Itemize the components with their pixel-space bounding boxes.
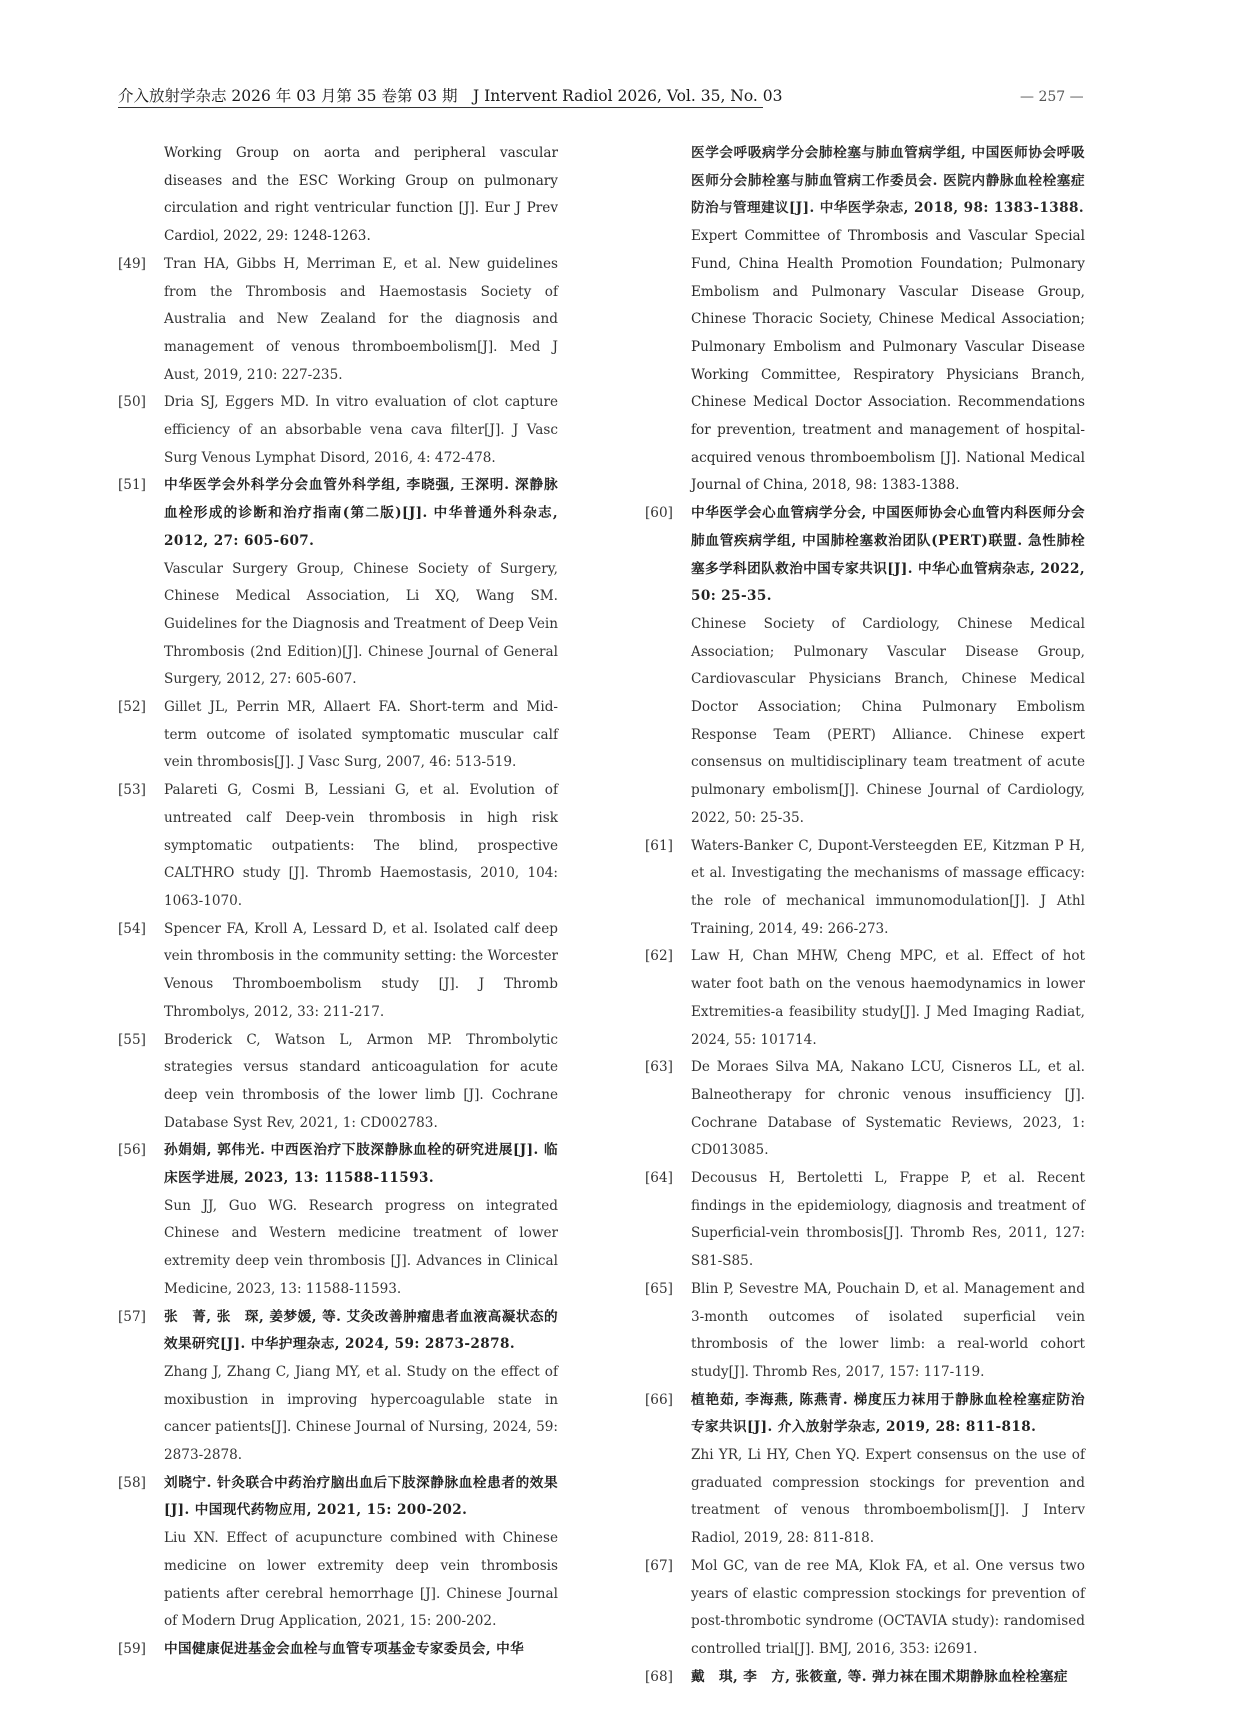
reference-57 bbox=[118, 1304, 558, 1470]
reference-number: [51] bbox=[118, 477, 146, 494]
reference-51 bbox=[118, 472, 558, 694]
reference-continuation: Working Group on aorta and peripheral vascular diseases and the ESC Working Group on pulmonary circulation and right ventricular function [J]. Eur J Prev Cardiol, 2022, 29: 1248-1263. bbox=[164, 145, 558, 245]
reference-number: [64] bbox=[645, 1170, 673, 1187]
left-column bbox=[118, 140, 558, 1657]
reference-number: [61] bbox=[645, 837, 673, 854]
reference-number: [66] bbox=[645, 1391, 673, 1408]
reference-text: De Moraes Silva MA, Nakano LCU, Cisneros LL, et al. Balneotherapy for chronic venous insufficiency [J]. Cochrane Database of Systematic Reviews, 2023, 1: CD013085. bbox=[691, 1059, 1085, 1159]
reference-text: Decousus H, Bertoletti L, Frappe P, et al. Recent findings in the epidemiology, diagnosis and treatment of Superficial-vein thrombosis[J]. Thromb Res, 2011, 127: S81-S85. bbox=[691, 1170, 1085, 1270]
reference-text: Tran HA, Gibbs H, Merriman E, et al. New guidelines from the Thrombosis and Haemostasis Society of Australia and New Zealand for the diagnosis and management of venous thromboembolism[J]. Med J Aust, 2019, 210: 227-235. bbox=[164, 255, 558, 383]
reference-61 bbox=[645, 833, 1085, 944]
reference-text: Law H, Chan MHW, Cheng MPC, et al. Effect of hot water foot bath on the venous haemodynamics in lower Extremities-a feasibility study[J]. J Med Imaging Radiat, 2024, 55: 101714. bbox=[691, 948, 1085, 1048]
reference-52 bbox=[118, 694, 558, 777]
reference-68 bbox=[645, 1664, 1085, 1692]
reference-text-chinese: 中华医学会外科学分会血管外科学组, 李晓强, 王深明. 深静脉血栓形成的诊断和治疗指南(第二版)[J]. 中华普通外科杂志, 2012, 27: 605-607. bbox=[164, 477, 558, 549]
reference-text-chinese: 刘晓宁. 针灸联合中药治疗脑出血后下肢深静脉血栓患者的效果[J]. 中国现代药物应用, 2021, 15: 200-202. bbox=[164, 1474, 558, 1519]
reference-number: [63] bbox=[645, 1059, 673, 1076]
reference-66 bbox=[645, 1387, 1085, 1553]
reference-text-english: Vascular Surgery Group, Chinese Society of Surgery, Chinese Medical Association, Li XQ, Wang SM. Guidelines for the Diagnosis and Treatment of Deep Vein Thrombosis (2nd Edition)[J]. Chinese Journal of General Surgery, 2012, 27: 605-607. bbox=[164, 560, 558, 688]
header-rule bbox=[118, 107, 763, 108]
reference-text: Waters-Banker C, Dupont-Versteegden EE, Kitzman P H, et al. Investigating the mechanisms of massage efficacy: the role of mechanical immunomodulation[J]. J Athl Training, 2014, 49: 266-273. bbox=[691, 837, 1085, 937]
reference-text: Broderick C, Watson L, Armon MP. Thrombolytic strategies versus standard anticoagulation for acute deep vein thrombosis of the lower limb [J]. Cochrane Database Syst Rev, 2021, 1: CD002783. bbox=[164, 1031, 558, 1131]
reference-number: [49] bbox=[118, 255, 146, 272]
reference-text-english: Zhi YR, Li HY, Chen YQ. Expert consensus on the use of graduated compression stockings for prevention and treatment of venous thromboembolism[J]. J Interv Radiol, 2019, 28: 811-818. bbox=[691, 1447, 1085, 1547]
reference-number: [65] bbox=[645, 1280, 673, 1297]
reference-54 bbox=[118, 916, 558, 1027]
reference-text: Palareti G, Cosmi B, Lessiani G, et al. Evolution of untreated calf Deep-vein thrombosis in high risk symptomatic outpatients: The blind, prospective CALTHRO study [J]. Thromb Haemostasis, 2010, 104: 1063-1070. bbox=[164, 782, 558, 909]
reference-62 bbox=[645, 943, 1085, 1054]
reference-56 bbox=[118, 1137, 558, 1303]
reference-number: [52] bbox=[118, 699, 146, 716]
reference-number: [68] bbox=[645, 1668, 673, 1685]
reference-number: [67] bbox=[645, 1557, 673, 1574]
reference-text-english: Liu XN. Effect of acupuncture combined with Chinese medicine on lower extremity deep vein thrombosis patients after cerebral hemorrhage [J]. Chinese Journal of Modern Drug Application, 2021, 15: 200-202. bbox=[164, 1530, 558, 1630]
reference-number: [54] bbox=[118, 920, 146, 937]
reference-continuation-english: Expert Committee of Thrombosis and Vascular Special Fund, China Health Promotion Foundation; Pulmonary Embolism and Pulmonary Vascular Disease Group, Chinese Thoracic Society, Chinese Medical Association; Pulmonary Embolism and Pulmonary Vascular Disease Working Committee, Respiratory Physicians Branch, Chinese Medical Doctor Association. Recommendations for prevention, treatment and management of hospital-acquired venous thromboembolism [J]. National Medical Journal of China, 2018, 98: 1383-1388. bbox=[691, 228, 1085, 494]
reference-number: [53] bbox=[118, 782, 146, 799]
journal-header: 介入放射学杂志 2026 年 03 月第 35 卷第 03 期 J Intervent Radiol 2026, Vol. 35, No. 03 bbox=[118, 87, 783, 105]
reference-text: Dria SJ, Eggers MD. In vitro evaluation of clot capture efficiency of an absorbable vena cava filter[J]. J Vasc Surg Venous Lymphat Disord, 2016, 4: 472-478. bbox=[164, 394, 558, 466]
reference-text-chinese: 中华医学会心血管病学分会, 中国医师协会心血管内科医师分会肺血管疾病学组, 中国肺栓塞救治团队(PERT)联盟. 急性肺栓塞多学科团队救治中国专家共识[J]. 中华心血管病杂志, 2022, 50: 25-35. bbox=[691, 505, 1085, 605]
reference-number: [57] bbox=[118, 1308, 146, 1325]
reference-text-chinese: 戴 琪, 李 方, 张筱童, 等. 弹力袜在围术期静脉血栓栓塞症 bbox=[691, 1668, 1068, 1685]
reference-text: Spencer FA, Kroll A, Lessard D, et al. Isolated calf deep vein thrombosis in the community setting: the Worcester Venous Thromboembolism study [J]. J Thromb Thrombolys, 2012, 33: 211-217. bbox=[164, 920, 558, 1020]
reference-number: [50] bbox=[118, 394, 146, 411]
reference-number: [59] bbox=[118, 1640, 146, 1657]
reference-63 bbox=[645, 1054, 1085, 1165]
reference-text-english: Sun JJ, Guo WG. Research progress on integrated Chinese and Western medicine treatment of lower extremity deep vein thrombosis [J]. Advances in Clinical Medicine, 2023, 13: 11588-11593. bbox=[164, 1197, 558, 1297]
reference-60 bbox=[645, 500, 1085, 832]
reference-59 bbox=[118, 1636, 558, 1664]
reference-number: [56] bbox=[118, 1142, 146, 1159]
reference-text-chinese: 张 菁, 张 琛, 姜梦媛, 等. 艾灸改善肿瘤患者血液高凝状态的效果研究[J]. 中华护理杂志, 2024, 59: 2873-2878. bbox=[164, 1308, 558, 1353]
reference-53 bbox=[118, 777, 558, 916]
reference-64 bbox=[645, 1165, 1085, 1276]
reference-number: [58] bbox=[118, 1474, 146, 1491]
reference-text: Mol GC, van de ree MA, Klok FA, et al. One versus two years of elastic compression stockings for prevention of post-thrombotic syndrome (OCTAVIA study): randomised controlled trial[J]. BMJ, 2016, 353: i2691. bbox=[691, 1557, 1085, 1657]
reference-text-chinese: 植艳茹, 李海燕, 陈燕青. 梯度压力袜用于静脉血栓栓塞症防治专家共识[J]. 介入放射学杂志, 2019, 28: 811-818. bbox=[691, 1391, 1085, 1436]
reference-text-chinese: 中国健康促进基金会血栓与血管专项基金专家委员会, 中华 bbox=[164, 1640, 525, 1657]
reference-number: [55] bbox=[118, 1031, 146, 1048]
reference-text-english: Zhang J, Zhang C, Jiang MY, et al. Study on the effect of moxibustion in improving hypercoagulable state in cancer patients[J]. Chinese Journal of Nursing, 2024, 59: 2873-2878. bbox=[164, 1363, 558, 1464]
reference-continuation-chinese: 医学会呼吸病学分会肺栓塞与肺血管病学组, 中国医师协会呼吸医师分会肺栓塞与肺血管病工作委员会. 医院内静脉血栓栓塞症防治与管理建议[J]. 中华医学杂志, 2018, 98: 1383-1388. bbox=[691, 145, 1085, 217]
reference-58 bbox=[118, 1470, 558, 1636]
reference-50 bbox=[118, 389, 558, 472]
reference-55 bbox=[118, 1027, 558, 1138]
reference-text-english: Chinese Society of Cardiology, Chinese Medical Association; Pulmonary Vascular Disease Group, Cardiovascular Physicians Branch, Chinese Medical Doctor Association; China Pulmonary Embolism Response Team (PERT) Alliance. Chinese expert consensus on multidisciplinary team treatment of acute pulmonary embolism[J]. Chinese Journal of Cardiology, 2022, 50: 25-35. bbox=[691, 615, 1085, 826]
reference-67 bbox=[645, 1553, 1085, 1664]
reference-number: [60] bbox=[645, 505, 673, 522]
reference-49 bbox=[118, 251, 558, 390]
page-number: — 257 — bbox=[1020, 89, 1084, 105]
reference-65 bbox=[645, 1276, 1085, 1387]
reference-text: Gillet JL, Perrin MR, Allaert FA. Short-term and Mid-term outcome of isolated symptomatic muscular calf vein thrombosis[J]. J Vasc Surg, 2007, 46: 513-519. bbox=[164, 699, 558, 771]
reference-text: Blin P, Sevestre MA, Pouchain D, et al. Management and 3-month outcomes of isolated superficial vein thrombosis of the lower limb: a real-world cohort study[J]. Thromb Res, 2017, 157: 117-119. bbox=[691, 1280, 1085, 1380]
right-column bbox=[645, 140, 1085, 1685]
reference-number: [62] bbox=[645, 948, 673, 965]
reference-text-chinese: 孙娟娟, 郭伟光. 中西医治疗下肢深静脉血栓的研究进展[J]. 临床医学进展, 2023, 13: 11588-11593. bbox=[164, 1142, 558, 1187]
